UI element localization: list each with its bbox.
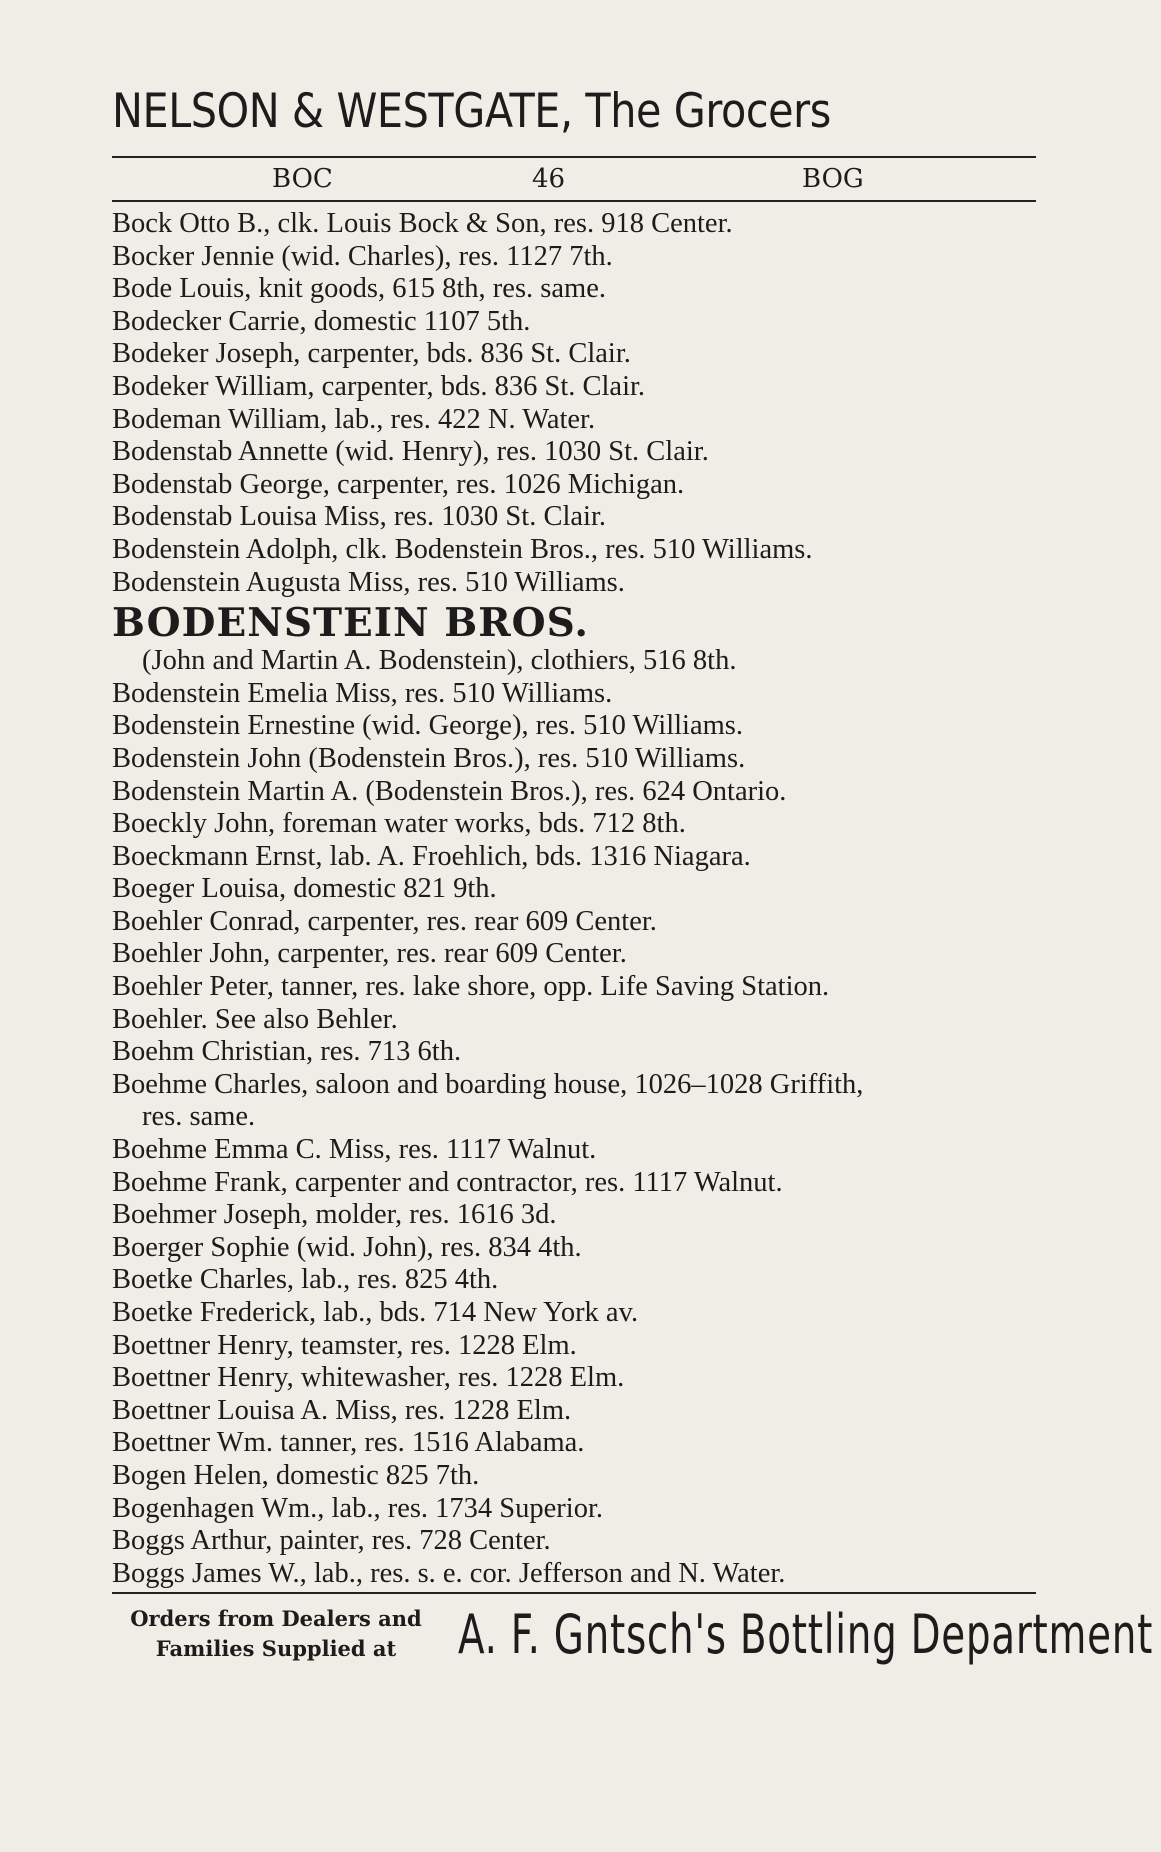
directory-entry: Bodecker Carrie, domestic 1107 5th.: [112, 305, 531, 337]
directory-entry: Boetke Charles, lab., res. 825 4th.: [112, 1264, 499, 1296]
directory-entry: Boggs Arthur, painter, res. 728 Center.: [112, 1525, 551, 1557]
directory-entry: Boehm Christian, res. 713 6th.: [112, 1036, 462, 1068]
directory-entry: Boehler Peter, tanner, res. lake shore, opp. Life Saving Station.: [112, 971, 830, 1003]
firm-heading: BODENSTEIN BROS.: [112, 600, 589, 647]
directory-entry: Bodenstab George, carpenter, res. 1026 Michigan.: [112, 468, 685, 500]
directory-entry: Boeckmann Ernst, lab. A. Froehlich, bds. 1316 Niagara.: [112, 840, 751, 872]
directory-entry: Boehme Frank, carpenter and contractor, res. 1117 Walnut.: [112, 1166, 783, 1198]
directory-entry: Bodeman William, lab., res. 422 N. Water.: [112, 403, 596, 435]
firm-detail: (John and Martin A. Bodenstein), clothiers, 516 8th.: [142, 645, 737, 677]
directory-entry: Boehler. See also Behler.: [112, 1003, 398, 1035]
directory-entry: Boggs James W., lab., res. s. e. cor. Jefferson and N. Water.: [112, 1557, 786, 1589]
directory-entry: Boerger Sophie (wid. John), res. 834 4th.: [112, 1231, 582, 1263]
footer-left-line-2: Families Supplied at: [155, 1636, 397, 1661]
directory-entry: Bogen Helen, domestic 825 7th.: [112, 1459, 480, 1491]
directory-entry: Boettner Wm. tanner, res. 1516 Alabama.: [112, 1427, 585, 1459]
directory-entry: Boehmer Joseph, molder, res. 1616 3d.: [112, 1199, 557, 1231]
header-rule-top: [112, 156, 1036, 158]
directory-entry: Bodenstab Annette (wid. Henry), res. 1030 St. Clair.: [112, 436, 709, 468]
directory-entry: Bodenstein Augusta Miss, res. 510 Williams.: [112, 566, 625, 598]
directory-entry: Bodeker Joseph, carpenter, bds. 836 St. Clair.: [112, 338, 631, 370]
directory-entry: Bodenstein Adolph, clk. Bodenstein Bros., res. 510 Williams.: [112, 533, 813, 565]
directory-entry: Boehme Charles, saloon and boarding house, 1026–1028 Griffith,: [112, 1068, 864, 1100]
directory-entry: Bodenstab Louisa Miss, res. 1030 St. Clair.: [112, 501, 606, 533]
directory-entry: Bocker Jennie (wid. Charles), res. 1127 7th.: [112, 240, 613, 272]
directory-entry-continuation: res. same.: [142, 1101, 256, 1133]
directory-entries: [112, 208, 1052, 1590]
header-advertisement: NELSON & WESTGATE, The Grocers: [112, 84, 831, 139]
footer-left-line-1: Orders from Dealers and: [130, 1606, 422, 1631]
directory-entry: Bodenstein John (Bodenstein Bros.), res. 510 Williams.: [112, 742, 746, 774]
directory-entry: Bogenhagen Wm., lab., res. 1734 Superior.: [112, 1492, 604, 1524]
directory-entry: Boettner Henry, teamster, res. 1228 Elm.: [112, 1329, 577, 1361]
directory-entry: Bock Otto B., clk. Louis Bock & Son, res. 918 Center.: [112, 208, 733, 239]
running-head: [112, 164, 1036, 198]
directory-entry: Bodenstein Ernestine (wid. George), res. 510 Williams.: [112, 710, 744, 742]
running-head-right: BOG: [802, 164, 864, 194]
footer-left-text: [100, 1604, 452, 1664]
directory-entry: Bodenstein Emelia Miss, res. 510 Williams.: [112, 677, 613, 709]
directory-entry: Bode Louis, knit goods, 615 8th, res. same.: [112, 273, 606, 305]
directory-entry: Boehler John, carpenter, res. rear 609 Center.: [112, 938, 627, 970]
directory-entry: Boeckly John, foreman water works, bds. 712 8th.: [112, 808, 686, 840]
directory-entry: Bodeker William, carpenter, bds. 836 St. Clair.: [112, 370, 646, 402]
directory-entry: Boettner Louisa A. Miss, res. 1228 Elm.: [112, 1394, 572, 1426]
directory-entry: Boehler Conrad, carpenter, res. rear 609 Center.: [112, 905, 657, 937]
page-number: 46: [532, 164, 566, 194]
directory-entry: Bodenstein Martin A. (Bodenstein Bros.), res. 624 Ontario.: [112, 775, 787, 807]
directory-entry: Boettner Henry, whitewasher, res. 1228 Elm.: [112, 1362, 625, 1394]
footer-rule: [112, 1592, 1036, 1594]
footer-right-text: A. F. Gntsch's Bottling Department: [458, 1603, 1154, 1666]
running-head-left: BOC: [272, 164, 333, 194]
directory-entry: Boehme Emma C. Miss, res. 1117 Walnut.: [112, 1134, 597, 1166]
directory-entry: Boeger Louisa, domestic 821 9th.: [112, 873, 497, 905]
header-rule-bottom: [112, 200, 1036, 202]
directory-entry: Boetke Frederick, lab., bds. 714 New York av.: [112, 1297, 639, 1328]
footer-advertisement: [100, 1600, 1154, 1676]
